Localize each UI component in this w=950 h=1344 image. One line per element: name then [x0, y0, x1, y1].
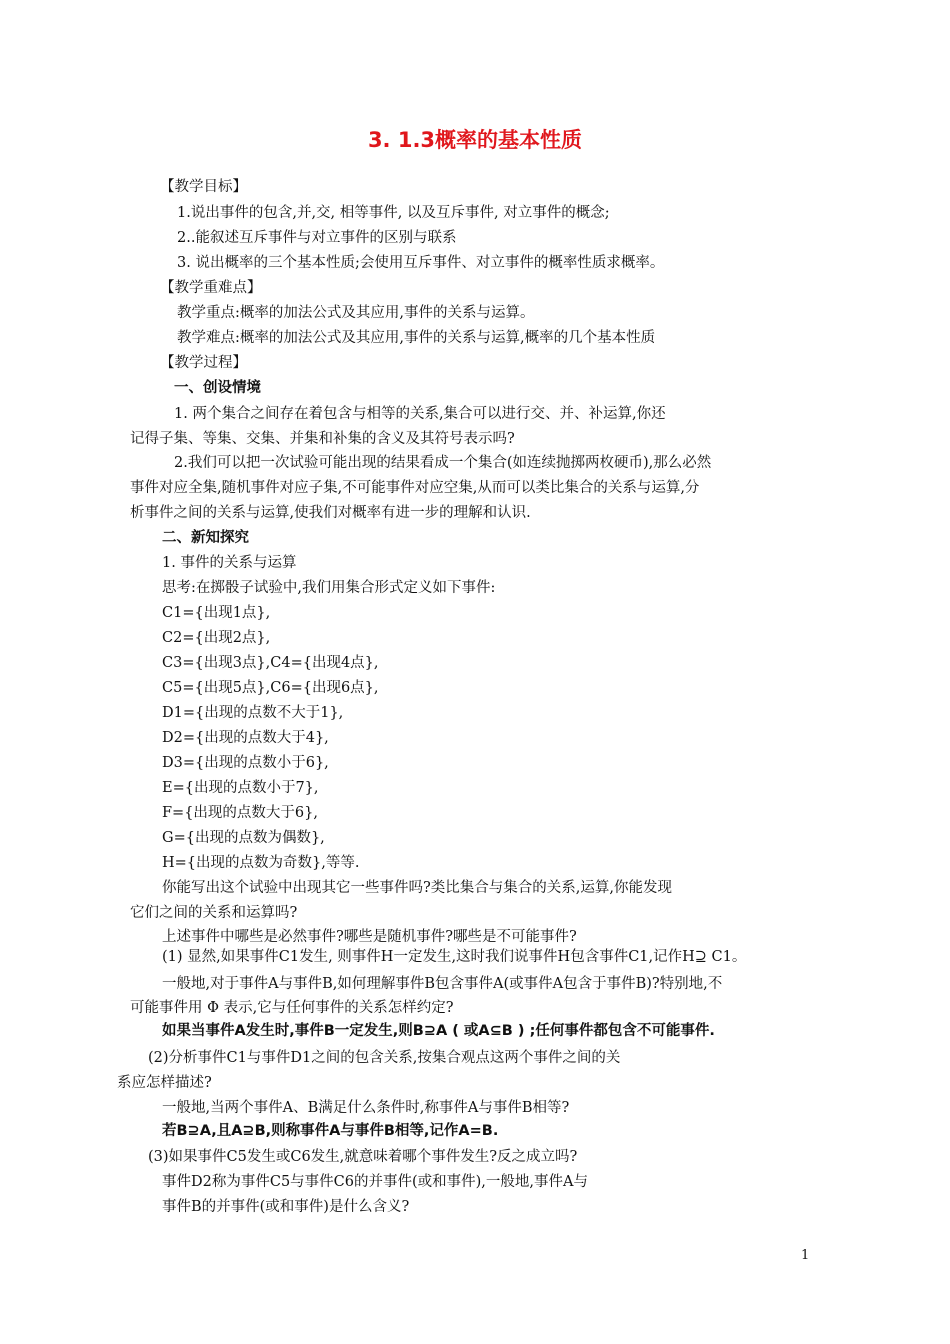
event-definition: C1={出现1点}, — [162, 605, 271, 621]
event-definition: C5={出现5点},C6={出现6点}, — [162, 680, 379, 696]
event-definition: G={出现的点数为偶数}, — [162, 830, 325, 846]
subsection-heading: 1. 事件的关系与运算 — [162, 555, 297, 571]
paragraph-line: 析事件之间的关系与运算,使我们对概率有进一步的理解和认识. — [130, 505, 531, 521]
key-point: 教学重点:概率的加法公式及其应用,事件的关系与运算。 — [177, 305, 535, 321]
bold-conclusion: 若B⊇A,且A⊇B,则称事件A与事件B相等,记作A=B. — [162, 1123, 499, 1139]
event-definition: E={出现的点数小于7}, — [162, 780, 319, 796]
heading-key-points: 【教学重难点】 — [160, 280, 262, 296]
event-definition: D3={出现的点数小于6}, — [162, 755, 329, 771]
paragraph-line: 系应怎样描述? — [117, 1075, 212, 1091]
paragraph-line: 事件B的并事件(或和事件)是什么含义? — [162, 1199, 410, 1215]
objective-3: 3. 说出概率的三个基本性质;会使用互斥事件、对立事件的概率性质求概率。 — [177, 255, 665, 271]
bold-conclusion: 如果当事件A发生时,事件B一定发生,则B⊇A ( 或A⊆B ) ;任何事件都包含不可能事件. — [162, 1023, 715, 1039]
event-definition: D1={出现的点数不大于1}, — [162, 705, 344, 721]
difficult-point: 教学难点:概率的加法公式及其应用,事件的关系与运算,概率的几个基本性质 — [177, 330, 656, 346]
event-definition: H={出现的点数为奇数},等等. — [162, 855, 360, 871]
objective-1: 1.说出事件的包含,并,交, 相等事件, 以及互斥事件, 对立事件的概念; — [177, 205, 610, 221]
event-definition: C3={出现3点},C4={出现4点}, — [162, 655, 379, 671]
page-title: 3. 1.3概率的基本性质 — [367, 128, 583, 152]
paragraph-line: 它们之间的关系和运算吗? — [130, 905, 298, 921]
event-definition: D2={出现的点数大于4}, — [162, 730, 329, 746]
heading-objectives: 【教学目标】 — [160, 179, 247, 195]
event-definition: F={出现的点数大于6}, — [162, 805, 318, 821]
paragraph-line: 事件D2称为事件C5与事件C6的并事件(或和事件),一般地,事件A与 — [162, 1174, 588, 1190]
page-number: 1 — [801, 1248, 810, 1263]
paragraph-line: 1. 两个集合之间存在着包含与相等的关系,集合可以进行交、并、补运算,你还 — [174, 406, 666, 422]
paragraph-line: 你能写出这个试验中出现其它一些事件吗?类比集合与集合的关系,运算,你能发现 — [162, 880, 672, 896]
paragraph-line: 事件对应全集,随机事件对应子集,不可能事件对应空集,从而可以类比集合的关系与运算,分 — [130, 480, 700, 496]
paragraph-line: 一般地,当两个事件A、B满足什么条件时,称事件A与事件B相等? — [162, 1100, 570, 1116]
paragraph-line: 上述事件中哪些是必然事件?哪些是随机事件?哪些是不可能事件? — [162, 929, 577, 945]
paragraph-line: 2.我们可以把一次试验可能出现的结果看成一个集合(如连续抛掷两枚硬币),那么必然 — [174, 455, 712, 471]
paragraph-line: (3)如果事件C5发生或C6发生,就意味着哪个事件发生?反之成立吗? — [148, 1149, 578, 1165]
section-2-heading: 二、新知探究 — [162, 530, 249, 546]
objective-2: 2..能叙述互斥事件与对立事件的区别与联系 — [177, 230, 457, 246]
paragraph-line: 记得子集、等集、交集、并集和补集的含义及其符号表示吗? — [130, 431, 515, 447]
event-definition: C2={出现2点}, — [162, 630, 271, 646]
paragraph-line: 可能事件用 Φ 表示,它与任何事件的关系怎样约定? — [130, 1000, 454, 1016]
paragraph-line: (2)分析事件C1与事件D1之间的包含关系,按集合观点这两个事件之间的关 — [148, 1050, 621, 1066]
heading-process: 【教学过程】 — [160, 355, 247, 371]
paragraph-line: 思考:在掷骰子试验中,我们用集合形式定义如下事件: — [162, 580, 496, 596]
paragraph-line: (1) 显然,如果事件C1发生, 则事件H一定发生,这时我们说事件H包含事件C1,记作H⊇ C1。 — [162, 949, 747, 965]
paragraph-line: 一般地,对于事件A与事件B,如何理解事件B包含事件A(或事件A包含于事件B)?特别地,不 — [162, 976, 723, 992]
section-1-heading: 一、创设情境 — [174, 380, 261, 396]
